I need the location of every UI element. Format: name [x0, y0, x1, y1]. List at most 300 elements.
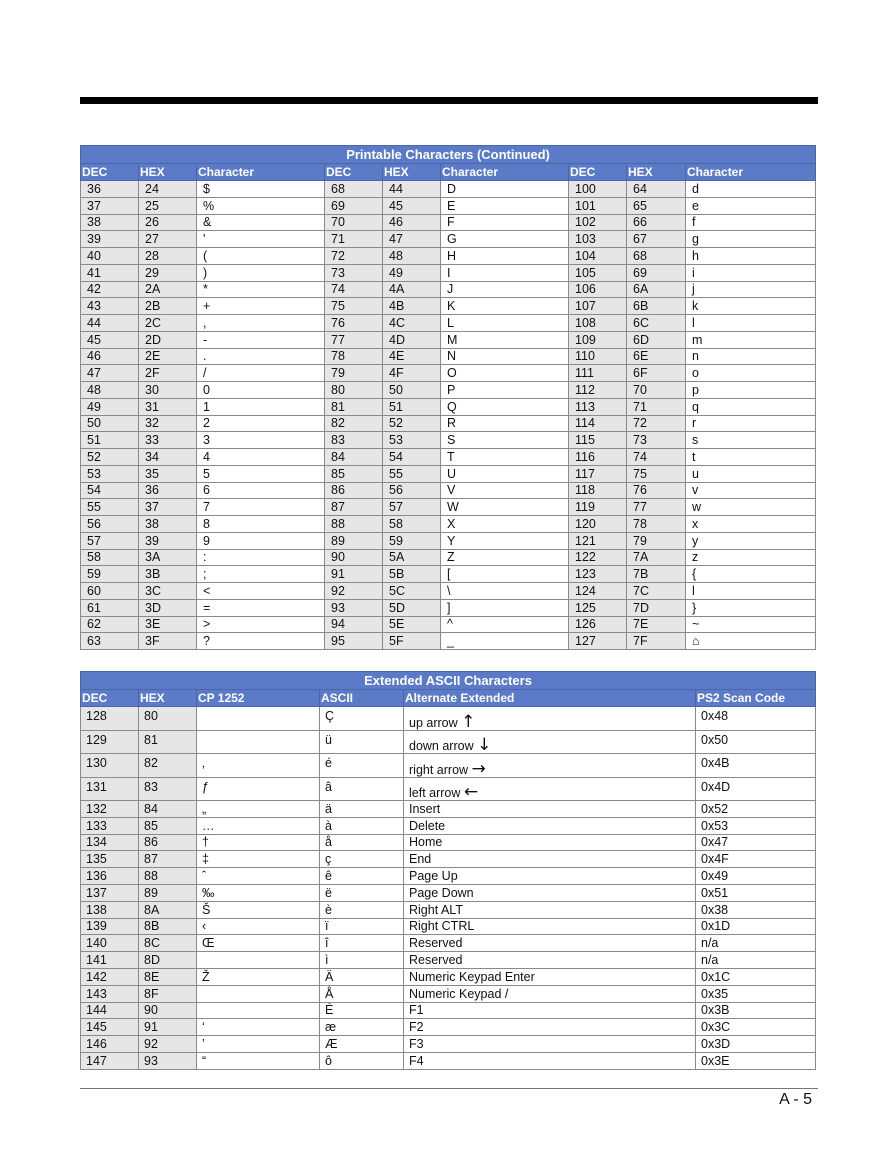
column-header: CP 1252 [197, 690, 320, 707]
ps2-scan-code-cell: 0x53 [696, 817, 816, 834]
table-cell: 50 [81, 415, 139, 432]
table-cell: 107 [569, 298, 627, 315]
dec-cell: 129 [81, 730, 139, 754]
table-cell: d [686, 181, 816, 198]
table-cell: L [441, 315, 569, 332]
table-cell: + [197, 298, 325, 315]
table-cell: 77 [627, 499, 686, 516]
ps2-scan-code-cell: 0x48 [696, 707, 816, 731]
table-cell: 7D [627, 599, 686, 616]
column-header: DEC [81, 164, 139, 181]
table-cell: 7A [627, 549, 686, 566]
table-cell: T [441, 449, 569, 466]
table-cell: 3B [139, 566, 197, 583]
table-row [81, 348, 816, 365]
table-cell: 69 [325, 197, 383, 214]
table-cell: 92 [325, 583, 383, 600]
table-cell: 68 [325, 181, 383, 198]
table-row [81, 532, 816, 549]
ascii-cell: ë [320, 884, 404, 901]
table-cell: 49 [81, 398, 139, 415]
table-cell: 30 [139, 382, 197, 399]
table-cell: x [686, 516, 816, 533]
ascii-cell: ï [320, 918, 404, 935]
table-cell: 110 [569, 348, 627, 365]
dec-cell: 128 [81, 707, 139, 731]
table-row [81, 754, 816, 778]
dec-cell: 146 [81, 1036, 139, 1053]
hex-cell: 8B [139, 918, 197, 935]
alternate-extended-cell [404, 817, 696, 834]
table-row [81, 935, 816, 952]
table-cell: = [197, 599, 325, 616]
table-cell: 68 [627, 248, 686, 265]
ps2-scan-code-cell: 0x3D [696, 1036, 816, 1053]
dec-cell: 137 [81, 884, 139, 901]
table-cell: 82 [325, 415, 383, 432]
table-row [81, 817, 816, 834]
table-cell: 93 [325, 599, 383, 616]
column-header: Character [441, 164, 569, 181]
table-cell: 39 [81, 231, 139, 248]
table-cell: * [197, 281, 325, 298]
table-cell: 5D [383, 599, 441, 616]
cp1252-cell: ‡ [197, 851, 320, 868]
column-header: Character [197, 164, 325, 181]
table-cell: 54 [383, 449, 441, 466]
table-cell: z [686, 549, 816, 566]
table-row [81, 834, 816, 851]
ps2-scan-code-cell: 0x47 [696, 834, 816, 851]
alternate-extended-cell [404, 868, 696, 885]
cp1252-cell: ‚ [197, 754, 320, 778]
ascii-cell: î [320, 935, 404, 952]
alternate-label: F2 [409, 1020, 424, 1035]
cp1252-cell [197, 1002, 320, 1019]
table-cell: 73 [325, 264, 383, 281]
table-cell: R [441, 415, 569, 432]
table-cell: 56 [81, 516, 139, 533]
table-cell: 47 [81, 365, 139, 382]
table-cell: 67 [627, 231, 686, 248]
ascii-cell: Ä [320, 968, 404, 985]
table-cell: ] [441, 599, 569, 616]
table-row [81, 181, 816, 198]
table-cell: 34 [139, 449, 197, 466]
alternate-label: down arrow [409, 739, 474, 753]
table-cell: 41 [81, 264, 139, 281]
hex-cell: 8D [139, 952, 197, 969]
hex-cell: 82 [139, 754, 197, 778]
table-cell: 33 [139, 432, 197, 449]
table-cell: 25 [139, 197, 197, 214]
table-row [81, 499, 816, 516]
alternate-label: Insert [409, 801, 441, 816]
hex-cell: 8F [139, 985, 197, 1002]
hex-cell: 84 [139, 801, 197, 818]
table-cell: 5C [383, 583, 441, 600]
table-row [81, 398, 816, 415]
table-cell: 90 [325, 549, 383, 566]
table-cell: { [686, 566, 816, 583]
dec-cell: 147 [81, 1052, 139, 1069]
table-cell: G [441, 231, 569, 248]
table-cell: 3E [139, 616, 197, 633]
table-cell: 76 [627, 482, 686, 499]
hex-cell: 8E [139, 968, 197, 985]
table-cell: 46 [383, 214, 441, 231]
dec-cell: 130 [81, 754, 139, 778]
table-cell: 3A [139, 549, 197, 566]
table-cell: 32 [139, 415, 197, 432]
table-cell: 72 [627, 415, 686, 432]
table-cell: 120 [569, 516, 627, 533]
cp1252-cell: Ž [197, 968, 320, 985]
cp1252-cell: Š [197, 901, 320, 918]
table-cell: 88 [325, 516, 383, 533]
table-cell: 51 [383, 398, 441, 415]
table-cell: 6 [197, 482, 325, 499]
table-cell: 85 [325, 465, 383, 482]
ascii-cell: à [320, 817, 404, 834]
table-cell: 72 [325, 248, 383, 265]
table-cell: 108 [569, 315, 627, 332]
table-row [81, 1036, 816, 1053]
table-cell: 2B [139, 298, 197, 315]
dec-cell: 139 [81, 918, 139, 935]
table-row [81, 315, 816, 332]
alternate-extended-cell [404, 730, 696, 754]
alternate-label: Numeric Keypad Enter [409, 969, 535, 984]
table-cell: 29 [139, 264, 197, 281]
table-row [81, 281, 816, 298]
table-row [81, 1052, 816, 1069]
table-cell: 6D [627, 331, 686, 348]
ascii-cell: Ç [320, 707, 404, 731]
cp1252-cell [197, 985, 320, 1002]
table-cell: . [197, 348, 325, 365]
ascii-cell: É [320, 1002, 404, 1019]
cp1252-cell: ‰ [197, 884, 320, 901]
hex-cell: 91 [139, 1019, 197, 1036]
column-header: ASCII [320, 690, 404, 707]
cp1252-cell: ‹ [197, 918, 320, 935]
dec-cell: 133 [81, 817, 139, 834]
table-cell: [ [441, 566, 569, 583]
alternate-label: Right CTRL [409, 919, 475, 934]
table-cell: 58 [383, 516, 441, 533]
table-cell: 65 [627, 197, 686, 214]
table-row [81, 801, 816, 818]
hex-cell: 85 [139, 817, 197, 834]
table-cell: 4D [383, 331, 441, 348]
table-row [81, 884, 816, 901]
column-header: PS2 Scan Code [696, 690, 816, 707]
ps2-scan-code-cell: 0x3C [696, 1019, 816, 1036]
ps2-scan-code-cell: 0x1D [696, 918, 816, 935]
table-row [81, 777, 816, 801]
table-cell: 58 [81, 549, 139, 566]
table-cell: 105 [569, 264, 627, 281]
table-cell: 81 [325, 398, 383, 415]
table-cell: E [441, 197, 569, 214]
table-cell: 4E [383, 348, 441, 365]
table-cell: } [686, 599, 816, 616]
table-cell: 7 [197, 499, 325, 516]
table-cell: 112 [569, 382, 627, 399]
dec-cell: 144 [81, 1002, 139, 1019]
table-cell: i [686, 264, 816, 281]
table-cell: 37 [81, 197, 139, 214]
hex-cell: 88 [139, 868, 197, 885]
top-rule [80, 97, 818, 104]
table-cell: O [441, 365, 569, 382]
table-cell: 109 [569, 331, 627, 348]
bottom-rule [80, 1088, 818, 1089]
table-cell: 79 [325, 365, 383, 382]
table-cell: 36 [81, 181, 139, 198]
cp1252-cell: ’ [197, 1036, 320, 1053]
cp1252-cell [197, 730, 320, 754]
cp1252-cell [197, 952, 320, 969]
table-row [81, 331, 816, 348]
table-cell: 48 [81, 382, 139, 399]
table-cell: o [686, 365, 816, 382]
table-cell: u [686, 465, 816, 482]
table-cell: 2F [139, 365, 197, 382]
table-cell: ^ [441, 616, 569, 633]
cp1252-cell: … [197, 817, 320, 834]
table-row [81, 968, 816, 985]
table-cell: 3F [139, 633, 197, 650]
table-cell: X [441, 516, 569, 533]
table-cell: 94 [325, 616, 383, 633]
table-cell: 4A [383, 281, 441, 298]
ascii-cell: å [320, 834, 404, 851]
table-cell: 104 [569, 248, 627, 265]
table-cell: 6E [627, 348, 686, 365]
table-cell: 6B [627, 298, 686, 315]
alternate-label: F4 [409, 1053, 424, 1068]
table-cell: 111 [569, 365, 627, 382]
table-cell: W [441, 499, 569, 516]
table-cell: l [686, 315, 816, 332]
alternate-extended-cell [404, 884, 696, 901]
table-cell: 43 [81, 298, 139, 315]
table-row [81, 382, 816, 399]
table-cell: D [441, 181, 569, 198]
ascii-cell: è [320, 901, 404, 918]
table-cell: 60 [81, 583, 139, 600]
table-cell: 74 [627, 449, 686, 466]
table-cell: 2A [139, 281, 197, 298]
table-cell: e [686, 197, 816, 214]
table-cell: - [197, 331, 325, 348]
table-row [81, 415, 816, 432]
cp1252-cell: ˆ [197, 868, 320, 885]
dec-cell: 136 [81, 868, 139, 885]
table-cell: 28 [139, 248, 197, 265]
alternate-label: F3 [409, 1037, 424, 1052]
table-cell: s [686, 432, 816, 449]
table-cell: Q [441, 398, 569, 415]
table-cell: 5B [383, 566, 441, 583]
table-cell: 125 [569, 599, 627, 616]
table-cell: 38 [81, 214, 139, 231]
table-cell: 80 [325, 382, 383, 399]
table-row [81, 918, 816, 935]
alternate-label: left arrow [409, 786, 461, 800]
table-cell: 70 [325, 214, 383, 231]
table-cell: 89 [325, 532, 383, 549]
table-row [81, 231, 816, 248]
table-cell: % [197, 197, 325, 214]
table-row [81, 365, 816, 382]
column-header: DEC [325, 164, 383, 181]
table-cell: ' [197, 231, 325, 248]
table-cell: 118 [569, 482, 627, 499]
table-cell: n [686, 348, 816, 365]
table-cell: 6F [627, 365, 686, 382]
table-cell: ? [197, 633, 325, 650]
ps2-scan-code-cell: 0x51 [696, 884, 816, 901]
table-cell: 6C [627, 315, 686, 332]
table-cell: 103 [569, 231, 627, 248]
table-cell: V [441, 482, 569, 499]
ps2-scan-code-cell: 0x35 [696, 985, 816, 1002]
ascii-cell: æ [320, 1019, 404, 1036]
ascii-cell: ô [320, 1052, 404, 1069]
ascii-cell: â [320, 777, 404, 801]
cp1252-cell: „ [197, 801, 320, 818]
table-row [81, 1019, 816, 1036]
table-row [81, 868, 816, 885]
ascii-cell: é [320, 754, 404, 778]
dec-cell: 132 [81, 801, 139, 818]
table-cell: ( [197, 248, 325, 265]
table-cell: l [686, 583, 816, 600]
table-cell: J [441, 281, 569, 298]
column-header: DEC [569, 164, 627, 181]
table-cell: 35 [139, 465, 197, 482]
table-cell: 5E [383, 616, 441, 633]
arrow-icon: → [471, 758, 486, 777]
ascii-cell: Æ [320, 1036, 404, 1053]
table-cell: 55 [81, 499, 139, 516]
table-cell: N [441, 348, 569, 365]
printable-characters-table [80, 145, 816, 650]
table-row [81, 730, 816, 754]
table-row [81, 197, 816, 214]
table-cell: , [197, 315, 325, 332]
table-cell: 37 [139, 499, 197, 516]
alternate-label: F1 [409, 1003, 424, 1018]
alternate-extended-cell [404, 754, 696, 778]
ascii-cell: ì [320, 952, 404, 969]
hex-cell: 90 [139, 1002, 197, 1019]
table-cell: 46 [81, 348, 139, 365]
table-cell: 62 [81, 616, 139, 633]
table-cell: y [686, 532, 816, 549]
table-row [81, 851, 816, 868]
table-cell: 66 [627, 214, 686, 231]
table-row [81, 298, 816, 315]
table-cell: S [441, 432, 569, 449]
table-cell: 64 [627, 181, 686, 198]
table-cell: 0 [197, 382, 325, 399]
table-cell: $ [197, 181, 325, 198]
table-cell: 51 [81, 432, 139, 449]
table-cell: 83 [325, 432, 383, 449]
table-cell: 123 [569, 566, 627, 583]
table-cell: 53 [81, 465, 139, 482]
table-cell: ~ [686, 616, 816, 633]
table-cell: 91 [325, 566, 383, 583]
column-header: DEC [81, 690, 139, 707]
table-cell: 8 [197, 516, 325, 533]
table-cell: 79 [627, 532, 686, 549]
table-cell: 114 [569, 415, 627, 432]
table-title: Extended ASCII Characters [81, 672, 816, 690]
column-header: HEX [627, 164, 686, 181]
table-cell: 44 [383, 181, 441, 198]
table-cell: 2 [197, 415, 325, 432]
table-cell: 102 [569, 214, 627, 231]
alternate-extended-cell [404, 918, 696, 935]
table-cell: 4 [197, 449, 325, 466]
alternate-label: Page Down [409, 885, 474, 900]
table-cell: 1 [197, 398, 325, 415]
table-cell: < [197, 583, 325, 600]
column-header: HEX [139, 690, 197, 707]
alternate-label: Reserved [409, 953, 463, 968]
table-cell: _ [441, 633, 569, 650]
column-header: Alternate Extended [404, 690, 696, 707]
table-cell: 54 [81, 482, 139, 499]
table-cell: 4F [383, 365, 441, 382]
table-cell: p [686, 382, 816, 399]
ascii-cell: ê [320, 868, 404, 885]
table-cell: 38 [139, 516, 197, 533]
ps2-scan-code-cell: 0x50 [696, 730, 816, 754]
arrow-icon: ← [463, 782, 479, 801]
ps2-scan-code-cell: 0x3B [696, 1002, 816, 1019]
dec-cell: 141 [81, 952, 139, 969]
table-cell: 5F [383, 633, 441, 650]
table-cell: g [686, 231, 816, 248]
table-cell: Z [441, 549, 569, 566]
table-row [81, 583, 816, 600]
alternate-extended-cell [404, 1002, 696, 1019]
table-row [81, 633, 816, 650]
alternate-extended-cell [404, 985, 696, 1002]
table-cell: 9 [197, 532, 325, 549]
table-cell: 40 [81, 248, 139, 265]
alternate-label: Home [409, 835, 443, 850]
column-header: Character [686, 164, 816, 181]
hex-cell: 92 [139, 1036, 197, 1053]
table-row [81, 985, 816, 1002]
table-cell: 27 [139, 231, 197, 248]
dec-cell: 131 [81, 777, 139, 801]
table-cell: 3 [197, 432, 325, 449]
table-cell: 119 [569, 499, 627, 516]
alternate-extended-cell [404, 1019, 696, 1036]
alternate-label: Numeric Keypad / [409, 986, 509, 1001]
table-cell: f [686, 214, 816, 231]
alternate-extended-cell [404, 834, 696, 851]
hex-cell: 81 [139, 730, 197, 754]
